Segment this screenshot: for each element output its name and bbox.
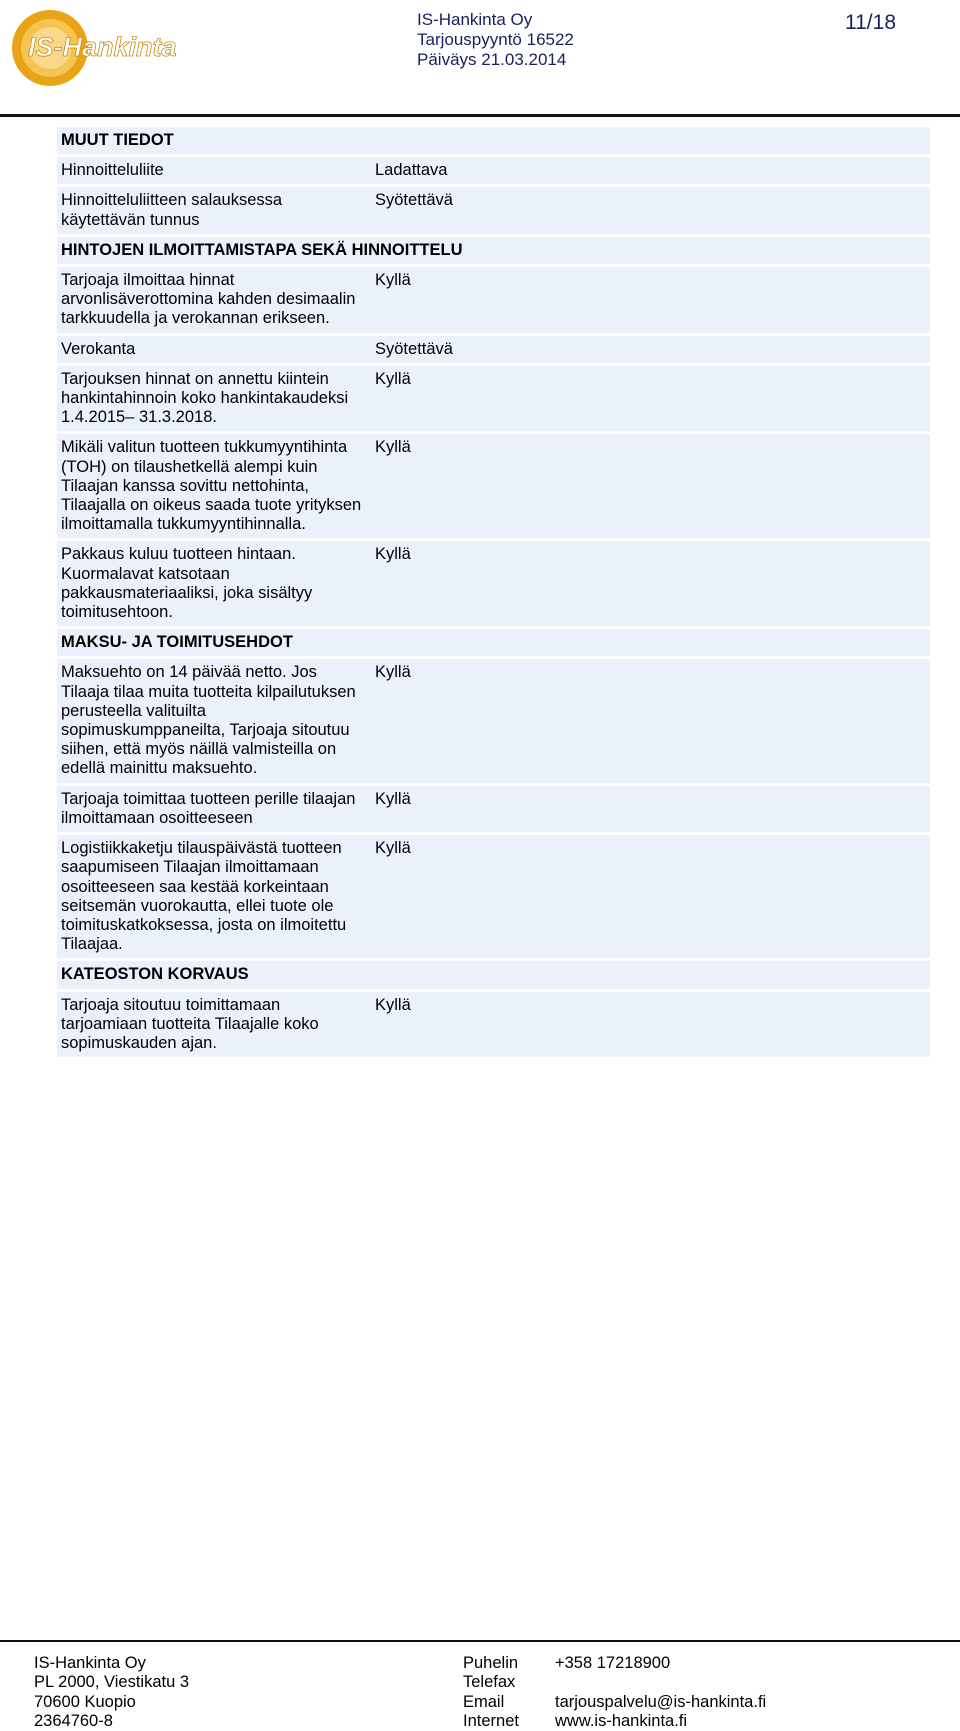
section-heading: HINTOJEN ILMOITTAMISTAPA SEKÄ HINNOITTELU [61, 240, 463, 259]
requirement-text: Hinnoitteluliitteen salauksessa käytettävän tunnus [61, 191, 283, 229]
requirement-answer: Kyllä [375, 789, 411, 808]
page-footer [0, 1640, 960, 1731]
table-row [57, 267, 930, 333]
footer-website-link[interactable]: www.is-hankinta.fi [555, 1711, 688, 1730]
logo-wordmark: IS-Hankinta [28, 32, 177, 62]
requirement-answer: Syötettävä [375, 191, 453, 210]
requirement-text: Pakkaus kuluu tuotteen hintaan. Kuormalavat katsotaan pakkausmateriaaliksi, joka sisältyy toimitusehtoon. [61, 545, 313, 622]
requirement-text: Maksuehto on 14 päivää netto. Jos Tilaaja tilaa muita tuotteita kilpailutuksen perusteella valituilta sopimuskumppaneilta, Tarjoaja sitoutuu siihen, että myös näillä valmisteilla on edellä mainittu maksuehto. [61, 663, 356, 778]
table-row [57, 157, 930, 184]
footer-label-phone: Puhelin [463, 1654, 519, 1672]
table-row [57, 187, 930, 233]
requirement-text: Tarjoaja ilmoittaa hinnat arvonlisäverottomina kahden desimaalin tarkkuudella ja verokannan erikseen. [61, 271, 356, 328]
footer-address: PL 2000, Viestikatu 3 [34, 1673, 190, 1692]
table-row [57, 434, 930, 538]
table-row [57, 366, 930, 432]
requirement-answer: Kyllä [375, 663, 411, 682]
footer-company-name: IS-Hankinta Oy [34, 1654, 146, 1672]
footer-email-link[interactable]: tarjouspalvelu@is-hankinta.fi [555, 1692, 767, 1711]
requirement-text: Mikäli valitun tuotteen tukkumyyntihinta (TOH) on tilaushetkellä alempi kuin Tilaajan kanssa sovittu nettohinta, Tilaajalla on oikeus saada tuote yrityksen ilmoittamalla tukkumyyntihinnalla. [61, 438, 362, 534]
footer-phone: +358 17218900 [555, 1654, 671, 1672]
table-row [57, 786, 930, 832]
footer-divider [0, 1640, 960, 1642]
section-heading: MAKSU- JA TOIMITUSEHDOT [61, 633, 293, 652]
section-heading: MUUT TIEDOT [61, 131, 174, 149]
requirement-text: Verokanta [61, 339, 136, 358]
page-header [0, 0, 960, 118]
requirement-text: Tarjouksen hinnat on annettu kiintein hankintahinnoin koko hankintakaudeksi 1.4.2015– 31.3.2018. [61, 369, 349, 427]
footer-fax [555, 1673, 766, 1692]
requirement-answer: Kyllä [375, 839, 411, 858]
header-company: IS-Hankinta Oy [417, 10, 533, 29]
footer-company-info [34, 1654, 189, 1731]
footer-label-email: Email [463, 1692, 505, 1711]
requirement-text: Logistiikkaketju tilauspäivästä tuotteen saapumiseen Tilaajan ilmoittamaan osoitteeseen saa kestää korkeintaan seitsemän vuorokautta, ellei tuote ole toimituskatkoksessa, josta on ilmoitettu Tilaajaa. [61, 839, 347, 954]
page-number: 11/18 [845, 11, 896, 34]
section-heading: KATEOSTON KORVAUS [61, 965, 249, 984]
footer-label-internet: Internet [463, 1711, 519, 1730]
header-divider [0, 114, 960, 117]
requirement-answer: Kyllä [375, 545, 411, 564]
footer-label-fax: Telefax [463, 1673, 516, 1692]
company-logo [6, 4, 186, 88]
requirement-text: Tarjoaja toimittaa tuotteen perille tilaajan ilmoittamaan osoitteeseen [61, 789, 356, 827]
requirement-answer: Kyllä [375, 995, 411, 1014]
requirement-answer: Ladattava [375, 161, 448, 180]
table-row [57, 659, 930, 782]
header-date: Päiväys 21.03.2014 [417, 50, 567, 69]
footer-business-id: 2364760-8 [34, 1711, 113, 1730]
footer-contact-values [555, 1654, 766, 1731]
requirement-answer: Kyllä [375, 438, 411, 457]
requirement-text: Tarjoaja sitoutuu toimittamaan tarjoamiaan tuotteita Tilaajalle koko sopimuskauden ajan. [61, 995, 319, 1052]
table-row [57, 835, 930, 958]
table-row [57, 541, 930, 626]
section-heading-row [57, 127, 930, 154]
requirements-table [57, 127, 930, 1060]
header-tender: Tarjouspyyntö 16522 [417, 30, 574, 49]
table-row [57, 336, 930, 363]
requirement-answer: Kyllä [375, 369, 411, 388]
requirement-text: Hinnoitteluliite [61, 161, 164, 180]
section-heading-row [57, 237, 930, 264]
footer-postal: 70600 Kuopio [34, 1692, 136, 1711]
footer-contact-labels [463, 1654, 519, 1731]
section-heading-row [57, 629, 930, 656]
requirement-answer: Kyllä [375, 271, 411, 290]
table-row [57, 992, 930, 1058]
requirement-answer: Syötettävä [375, 339, 453, 358]
section-heading-row [57, 961, 930, 988]
